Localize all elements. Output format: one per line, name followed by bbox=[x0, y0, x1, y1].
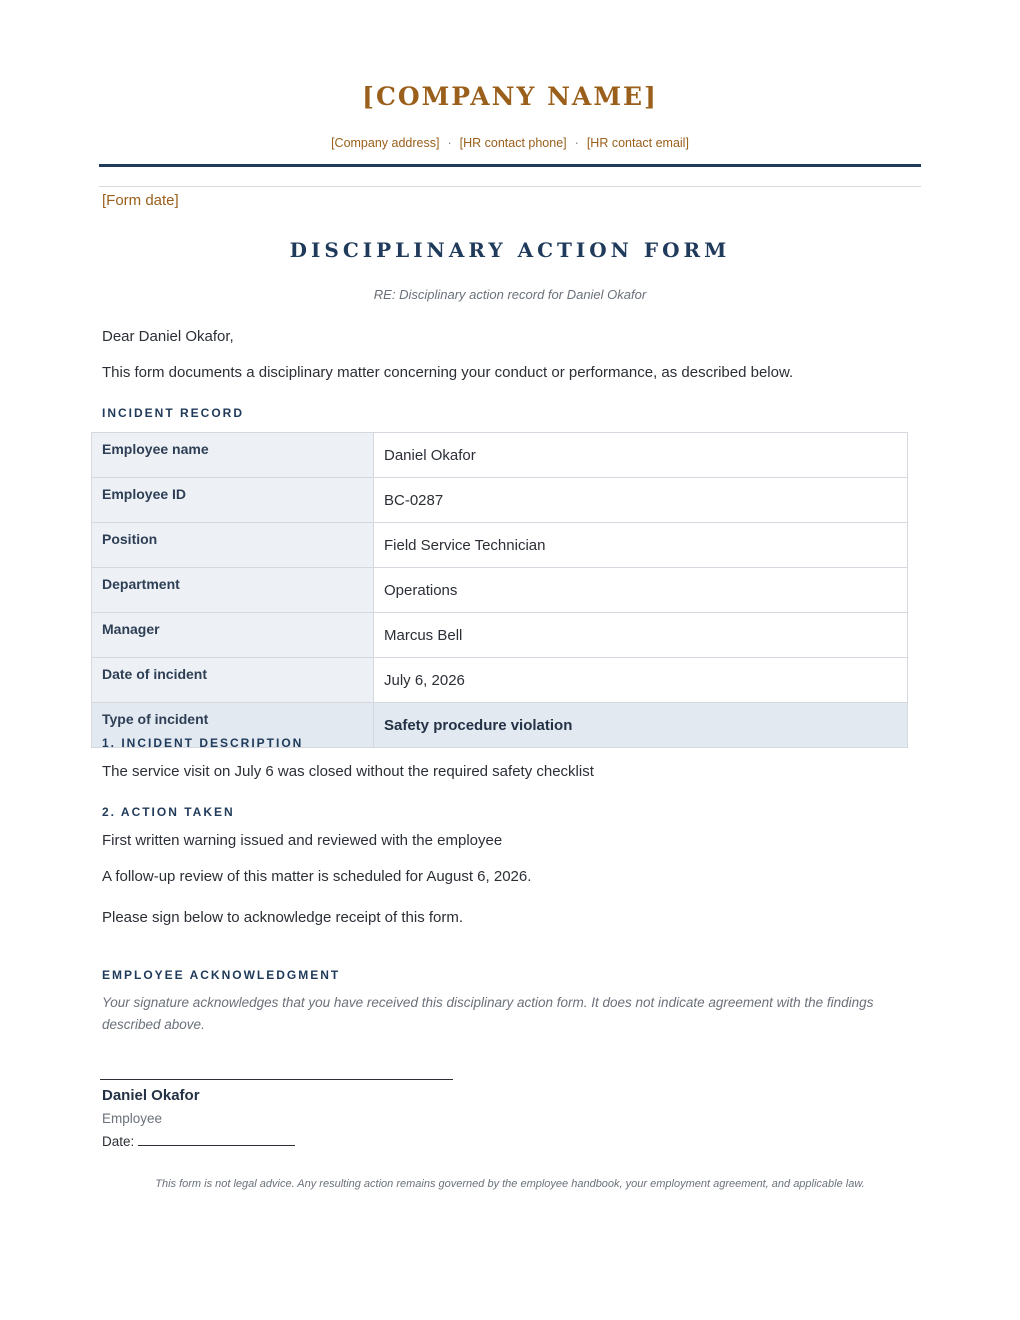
row-value: BC-0287 bbox=[374, 478, 908, 523]
row-label: Manager bbox=[92, 613, 374, 658]
follow-up-text: A follow-up review of this matter is scheduled for August 6, 2026. bbox=[102, 868, 532, 885]
incident-record-heading: INCIDENT RECORD bbox=[102, 406, 245, 420]
company-name: [COMPANY NAME] bbox=[362, 82, 658, 111]
sign-request-text: Please sign below to acknowledge receipt of this form. bbox=[102, 909, 464, 926]
table-row bbox=[92, 523, 908, 568]
row-label: Type of incident bbox=[92, 703, 374, 748]
separator: · bbox=[447, 136, 452, 150]
table-row bbox=[92, 658, 908, 703]
greeting: Dear Daniel Okafor, bbox=[102, 328, 234, 345]
intro-paragraph: This form documents a disciplinary matter concerning your conduct or performance, as described below. bbox=[102, 364, 794, 381]
hr-email: [HR contact email] bbox=[586, 136, 689, 150]
signature-date bbox=[102, 1132, 295, 1149]
acknowledgment-heading: EMPLOYEE ACKNOWLEDGMENT bbox=[102, 968, 341, 982]
re-line: RE: Disciplinary action record for Daniel Okafor bbox=[373, 287, 647, 302]
action-taken-text: First written warning issued and reviewed with the employee bbox=[102, 832, 503, 849]
table-row bbox=[92, 568, 908, 613]
legal-disclaimer: This form is not legal advice. Any resulting action remains governed by the employee handbook, your employment agreement, and applicable law. bbox=[155, 1178, 865, 1190]
header-subdivider bbox=[99, 186, 921, 187]
row-label: Position bbox=[92, 523, 374, 568]
incident-record-table bbox=[91, 432, 908, 748]
table-row bbox=[92, 613, 908, 658]
signer-role: Employee bbox=[102, 1111, 163, 1126]
row-label: Date of incident bbox=[92, 658, 374, 703]
date-label: Date: bbox=[102, 1134, 135, 1149]
form-title: DISCIPLINARY ACTION FORM bbox=[289, 238, 731, 262]
date-field[interactable] bbox=[138, 1132, 295, 1146]
action-taken-heading: 2. ACTION TAKEN bbox=[102, 805, 235, 819]
acknowledgment-note: Your signature acknowledges that you have received this disciplinary action form. It does not indicate agreement with the findings described above. bbox=[102, 995, 874, 1032]
row-label: Employee name bbox=[92, 433, 374, 478]
company-address: [Company address] bbox=[331, 136, 440, 150]
row-label: Employee ID bbox=[92, 478, 374, 523]
row-value: July 6, 2026 bbox=[374, 658, 908, 703]
row-value: Daniel Okafor bbox=[374, 433, 908, 478]
row-value: Operations bbox=[374, 568, 908, 613]
row-label: Department bbox=[92, 568, 374, 613]
contact-line bbox=[0, 136, 1020, 150]
header-divider bbox=[99, 164, 921, 167]
incident-description-text: The service visit on July 6 was closed without the required safety checklist bbox=[102, 763, 594, 780]
form-date: [Form date] bbox=[102, 192, 179, 209]
table-row bbox=[92, 433, 908, 478]
row-value: Marcus Bell bbox=[374, 613, 908, 658]
row-value: Field Service Technician bbox=[374, 523, 908, 568]
table-row bbox=[92, 478, 908, 523]
row-value: Safety procedure violation bbox=[374, 703, 908, 748]
signature-line[interactable] bbox=[100, 1079, 453, 1080]
signer-name: Daniel Okafor bbox=[102, 1087, 200, 1104]
incident-description-heading: 1. INCIDENT DESCRIPTION bbox=[102, 736, 304, 750]
separator: · bbox=[574, 136, 579, 150]
hr-phone: [HR contact phone] bbox=[459, 136, 567, 150]
